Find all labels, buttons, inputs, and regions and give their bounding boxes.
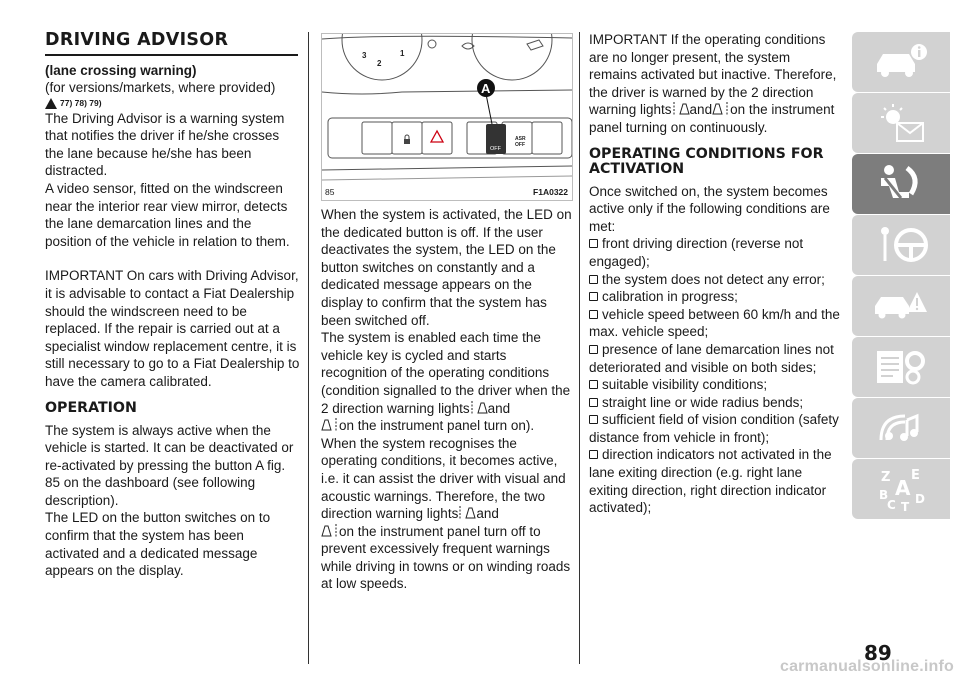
paragraph-with-icons bbox=[321, 435, 573, 593]
lane-warning-right-icon bbox=[712, 101, 730, 116]
checkbox-bullet-icon bbox=[589, 415, 598, 424]
warning-lights-icon bbox=[871, 101, 931, 145]
paragraph: A video sensor, fitted on the windscreen near the interior rear view mirror, detects the lane demarcation lines and the position of the vehicle in relation to them. bbox=[45, 180, 290, 249]
lane-warning-right-icon bbox=[321, 523, 339, 538]
tab-index[interactable] bbox=[852, 459, 950, 519]
condition-text: front driving direction (reverse not engaged); bbox=[589, 236, 804, 269]
text: on the instrument panel turn off to prevent excessively frequent warnings while driving in towns or on winding roads at low speeds. bbox=[321, 523, 571, 592]
condition-item bbox=[589, 394, 841, 412]
condition-item bbox=[589, 306, 841, 341]
lane-warning-left-icon bbox=[458, 505, 476, 520]
condition-text: presence of lane demarcation lines not deteriorated and visible on both sides; bbox=[589, 341, 834, 375]
svg-text:2: 2 bbox=[377, 59, 382, 68]
index-letter: T bbox=[901, 500, 910, 513]
column-2 bbox=[321, 31, 573, 593]
chapter-tabs bbox=[852, 32, 950, 520]
condition-text: vehicle speed between 60 km/h and the max. vehicle speed; bbox=[589, 306, 840, 340]
warning-refs bbox=[45, 97, 300, 110]
figure-dashboard-buttons bbox=[321, 33, 573, 201]
section-title: DRIVING ADVISOR bbox=[45, 30, 298, 56]
heading-operating-conditions: OPERATING CONDITIONS FOR ACTIVATION bbox=[589, 145, 824, 177]
svg-text:3: 3 bbox=[362, 51, 367, 60]
multimedia-icon bbox=[871, 406, 931, 450]
text: IMPORTANT If the operating conditions are no longer present, the system remains activated but inactive. Therefore, the driver is warned by the 2 direction warning lights bbox=[589, 32, 837, 118]
key-steering-icon bbox=[871, 223, 931, 267]
tab-starting-driving[interactable] bbox=[852, 215, 950, 275]
svg-text:1: 1 bbox=[400, 49, 405, 58]
index-letter: B bbox=[879, 488, 889, 502]
condition-text: the system does not detect any error; bbox=[602, 271, 825, 287]
text: The system is enabled each time the vehicle key is cycled and starts recognition of the operating conditions (condition signalled to the driver when the 2 direction warning lights bbox=[321, 330, 571, 416]
condition-text: sufficient field of vision condition (safety distance from vehicle in front); bbox=[589, 412, 839, 445]
callout-a: A bbox=[481, 81, 491, 96]
dashboard-illustration bbox=[322, 34, 573, 201]
figure-code: F1A0322 bbox=[533, 187, 568, 197]
text: and bbox=[689, 102, 713, 118]
index-letter: C bbox=[887, 498, 896, 512]
checkbox-bullet-icon bbox=[589, 310, 598, 319]
condition-text: direction indicators not activated in the lane exiting direction (e.g. right lane exiting direction, right direction indicator activated); bbox=[589, 447, 832, 516]
condition-item bbox=[589, 288, 841, 306]
tab-multimedia[interactable] bbox=[852, 398, 950, 458]
index-letters-icon bbox=[871, 465, 931, 513]
section-subtitle: (lane crossing warning) bbox=[45, 63, 197, 78]
checkbox-bullet-icon bbox=[589, 345, 598, 354]
text: on the instrument panel turning on continuously. bbox=[589, 102, 835, 135]
condition-item bbox=[589, 271, 841, 289]
lane-warning-left-icon bbox=[470, 400, 488, 415]
paragraph-important: IMPORTANT On cars with Driving Advisor, it is advisable to contact a Fiat Dealership should the windscreen need to be replaced. If the repair is carried out at a specialist window replacement centre, it is still necessary to go to a Fiat Dealership to have the camera calibrated. bbox=[45, 268, 300, 389]
tab-warning-lights[interactable] bbox=[852, 93, 950, 153]
conditions-list bbox=[589, 235, 841, 517]
index-letter: E bbox=[911, 468, 920, 483]
index-letter: Z bbox=[881, 470, 891, 485]
condition-item bbox=[589, 341, 841, 376]
text: When the system recognises the operating conditions, it becomes active, i.e. it can assist the driver with visual and acoustic warnings. Therefore, the two direction warning lights bbox=[321, 435, 566, 522]
paragraph: The Driving Advisor is a warning system that notifies the driver if he/she crosses the lane because he/she has been distracted. bbox=[45, 110, 285, 179]
tab-safety[interactable] bbox=[852, 154, 950, 214]
warning-triangle-icon bbox=[45, 98, 57, 109]
checkbox-bullet-icon bbox=[589, 398, 598, 407]
checkbox-bullet-icon bbox=[589, 380, 598, 389]
watermark: carmanualsonline.info bbox=[779, 658, 954, 675]
condition-item bbox=[589, 235, 841, 270]
tab-emergency[interactable] bbox=[852, 276, 950, 336]
paragraph: The LED on the button switches on to confirm that the system has been activated and a dedicated message appears on the display. bbox=[45, 510, 271, 579]
svg-text:ASR: ASR bbox=[515, 136, 526, 142]
car-breakdown-icon bbox=[871, 284, 931, 328]
safety-seat-icon bbox=[871, 162, 931, 206]
checkbox-bullet-icon bbox=[589, 239, 598, 248]
index-letter: A bbox=[895, 476, 911, 500]
checkbox-bullet-icon bbox=[589, 450, 598, 459]
column-1 bbox=[45, 30, 300, 580]
text: and bbox=[487, 400, 511, 416]
paragraph-with-icons bbox=[589, 31, 841, 137]
paragraph-with-icons bbox=[321, 329, 573, 435]
lane-off-label: OFF bbox=[490, 146, 501, 152]
text: on the instrument panel turn on). bbox=[339, 418, 535, 434]
checkbox-bullet-icon bbox=[589, 292, 598, 301]
car-info-icon bbox=[871, 42, 931, 82]
lane-warning-right-icon bbox=[321, 417, 339, 432]
versions-note: (for versions/markets, where provided) bbox=[45, 80, 276, 95]
lane-warning-left-icon bbox=[672, 101, 690, 116]
condition-item bbox=[589, 376, 841, 394]
condition-item bbox=[589, 411, 841, 446]
warning-refs-label: 77) 78) 79) bbox=[60, 98, 102, 109]
figure-number: 85 bbox=[325, 187, 335, 197]
paragraph: When the system is activated, the LED on the dedicated button is off. If the user deactivates the system, the LED on the button switches on constantly and a dedicated message appears on the display to confirm that the system has been switched off. bbox=[321, 207, 572, 328]
index-letter: D bbox=[915, 492, 925, 506]
paragraph: Once switched on, the system becomes active only if the following conditions are met: bbox=[589, 183, 830, 234]
page-number: 89 bbox=[864, 641, 892, 665]
condition-text: straight line or wide radius bends; bbox=[602, 394, 804, 410]
condition-text: calibration in progress; bbox=[602, 289, 738, 305]
paragraph: The system is always active when the vehicle is started. It can be deactivated or re-activated by pressing the button A fig. 85 on the dashboard (see following description). bbox=[45, 422, 294, 508]
maintenance-gears-icon bbox=[871, 345, 931, 389]
svg-text:OFF: OFF bbox=[515, 142, 525, 148]
column-divider bbox=[308, 32, 309, 664]
condition-item bbox=[589, 446, 841, 516]
text: and bbox=[476, 506, 499, 522]
heading-operation: OPERATION bbox=[45, 399, 137, 416]
tab-car-info[interactable] bbox=[852, 32, 950, 92]
condition-text: suitable visibility conditions; bbox=[602, 377, 768, 393]
column-3 bbox=[589, 31, 841, 517]
column-divider bbox=[579, 32, 580, 664]
checkbox-bullet-icon bbox=[589, 275, 598, 284]
tab-maintenance[interactable] bbox=[852, 337, 950, 397]
